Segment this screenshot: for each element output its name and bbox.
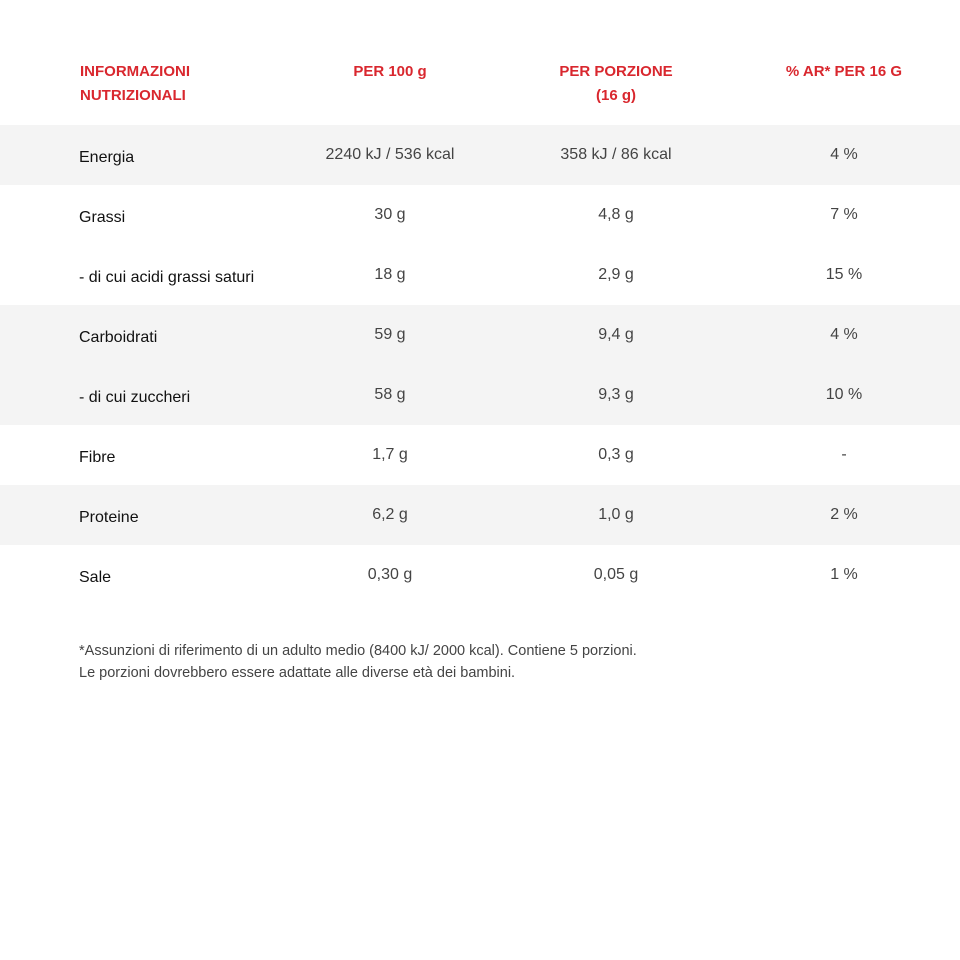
value-ar-percent: 2 % bbox=[830, 506, 858, 523]
footnote-line-1: *Assunzioni di riferimento di un adulto medio (8400 kJ/ 2000 kcal). Contiene 5 porzioni. bbox=[79, 643, 637, 659]
row-label: Grassi bbox=[79, 209, 126, 226]
value-per-100g: 0,30 g bbox=[367, 566, 413, 583]
table-row bbox=[0, 425, 960, 485]
table-row bbox=[0, 305, 960, 365]
row-label: - di cui acidi grassi saturi bbox=[79, 269, 255, 286]
header-per-portion: PER PORZIONE (16 g) bbox=[559, 63, 673, 104]
table-row bbox=[0, 185, 960, 245]
table-row bbox=[0, 545, 960, 605]
table-row bbox=[0, 125, 960, 185]
value-per-100g: 18 g bbox=[374, 266, 406, 283]
value-ar-percent: 10 % bbox=[825, 386, 863, 403]
row-label: - di cui zuccheri bbox=[79, 389, 191, 406]
row-label: Proteine bbox=[79, 509, 139, 526]
value-per-100g: 6,2 g bbox=[372, 506, 408, 523]
value-ar-percent: 1 % bbox=[830, 566, 858, 583]
table-body bbox=[0, 125, 960, 605]
value-ar-percent: - bbox=[841, 446, 847, 463]
row-label: Sale bbox=[79, 569, 112, 586]
value-per-100g: 1,7 g bbox=[372, 446, 408, 463]
value-per-portion: 0,3 g bbox=[598, 446, 634, 463]
value-per-100g: 58 g bbox=[374, 386, 406, 403]
header-nutrition-info: INFORMAZIONI NUTRIZIONALI bbox=[80, 63, 190, 104]
table-row bbox=[0, 245, 960, 305]
value-ar-percent: 7 % bbox=[830, 206, 858, 223]
table-row bbox=[0, 485, 960, 545]
value-per-portion: 4,8 g bbox=[598, 206, 634, 223]
value-per-100g: 59 g bbox=[374, 326, 406, 343]
footnote bbox=[79, 640, 899, 684]
value-ar-percent: 4 % bbox=[830, 146, 858, 163]
value-per-100g: 30 g bbox=[374, 206, 406, 223]
header-ar-percent: % AR* PER 16 G bbox=[785, 63, 903, 80]
value-per-portion: 358 kJ / 86 kcal bbox=[560, 146, 672, 163]
row-label: Fibre bbox=[79, 449, 116, 466]
value-per-portion: 9,3 g bbox=[598, 386, 634, 403]
row-label: Carboidrati bbox=[79, 329, 158, 346]
footnote-line-2: Le porzioni dovrebbero essere adattate alle diverse età dei bambini. bbox=[79, 665, 516, 681]
value-per-portion: 1,0 g bbox=[598, 506, 634, 523]
table-row bbox=[0, 365, 960, 425]
header-per-100g: PER 100 g bbox=[353, 63, 427, 80]
value-per-100g: 2240 kJ / 536 kcal bbox=[325, 146, 455, 163]
row-label: Energia bbox=[79, 149, 135, 166]
value-ar-percent: 15 % bbox=[825, 266, 863, 283]
value-per-portion: 9,4 g bbox=[598, 326, 634, 343]
value-per-portion: 0,05 g bbox=[593, 566, 639, 583]
value-ar-percent: 4 % bbox=[830, 326, 858, 343]
value-per-portion: 2,9 g bbox=[598, 266, 634, 283]
table-header bbox=[0, 60, 960, 120]
